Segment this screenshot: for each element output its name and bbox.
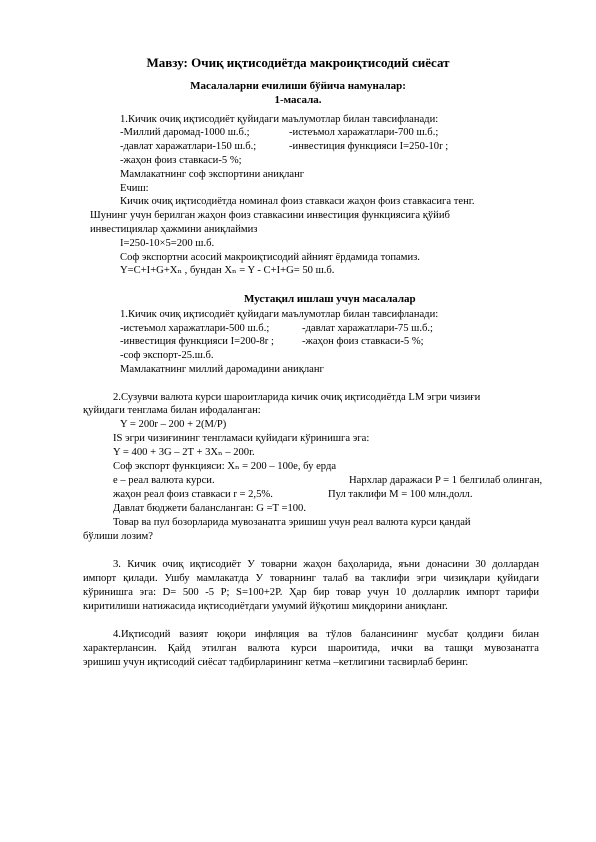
section-subtitle: Масалаларни ечилиши бўйича намуналар: xyxy=(190,80,406,92)
task1-intro: 1.Кичик очиқ иқтисодиёт қуйидаги маълумотлар билан тавсифланади: xyxy=(120,309,439,320)
solution-line-5: Соф экспортни асосий макроиқтисодий айният ёрдамида топамиз. xyxy=(120,252,420,263)
task2-line-2: қуйидаги тенглама билан ифодаланган: xyxy=(83,405,261,416)
example-intro: 1.Кичик очиқ иқтисодиёт қуйидаги маълумотлар билан тавсифланади: xyxy=(120,114,439,125)
solution-line-6: Y=C+I+G+Xₙ , бундан Xₙ = Y - C+I+G= 50 ш.б. xyxy=(120,265,335,276)
task1-row1-b: -давлат харажатлари-75 ш.б.; xyxy=(302,323,433,334)
task3-line-1: 3. Кичик очиқ иқтисодиёт У товарни жаҳон баҳоларида, яъни донасини 30 доллардан xyxy=(113,559,539,570)
task2-equation-is: Y = 400 + 3G – 2T + 3Xₙ – 200r. xyxy=(113,447,255,458)
task1-row2-b: -жаҳон фоиз ставкаси-5 %; xyxy=(302,336,424,347)
task2-line-8b: Пул таклифи M = 100 млн.долл. xyxy=(328,489,473,500)
task3-line-3: кўринишга эга: D= 500 -5 P; S=100+2P. Ҳар бир товар учун 10 долларлик импорт тарифи xyxy=(83,587,539,598)
task1-task: Мамлакатнинг миллий даромадини аниқланг xyxy=(120,364,324,375)
task2-line-6: Соф экспорт функцияси: Xₙ = 200 – 100e, бу ерда xyxy=(113,461,337,472)
example-row1-a: -Миллий даромад-1000 ш.б.; xyxy=(120,127,250,138)
task2-equation-lm: Y = 200r – 200 + 2(M/P) xyxy=(120,419,227,430)
task1-row3: -соф экспорт-25.ш.б. xyxy=(120,350,214,361)
example-row1-b: -истеъмол харажатлари-700 ш.б.; xyxy=(289,127,439,138)
problem-label: 1-масала. xyxy=(274,94,322,106)
task4-line-1: 4.Иқтисодий вазият юқори инфляция ва тўлов балансининг мусбат қолдиғи билан xyxy=(113,629,539,640)
task4-line-3: эришиш учун иқтисодий сиёсат тадбирларининг кетма –кетлигини тасвирлаб беринг. xyxy=(83,657,469,668)
example-row3: -жаҳон фоиз ставкаси-5 %; xyxy=(120,155,242,166)
example-row2-b: -инвестиция функцияси I=250-10r ; xyxy=(289,141,449,152)
solution-label: Ечиш: xyxy=(120,183,149,194)
task2-line-8a: жаҳон реал фоиз ставкаси r = 2,5%. xyxy=(113,489,273,500)
solution-line-3: инвестициялар ҳажмини аниқлаймиз xyxy=(90,224,258,235)
self-study-heading: Мустақил ишлаш учун масалалар xyxy=(244,293,416,305)
task2-line-10: Товар ва пул бозорларида мувозанатга эришиш учун реал валюта курси қандай xyxy=(113,517,471,528)
task4-line-2: характерлансин. Қайд этилган валюта курси шароитида, ички ва ташқи мувозанатга xyxy=(83,643,539,654)
task3-line-4: киритилиши натижасида иқтисодиётдаги умумий йўқотиш миқдорини аниқланг. xyxy=(83,601,448,612)
task2-line-4: IS эгри чизиғининг тенгламаси қуйидаги кўринишга эга: xyxy=(113,433,370,444)
solution-line-1: Кичик очиқ иқтисодиётда номинал фоиз ставкаси жаҳон фоиз ставкасига тенг. xyxy=(120,196,475,207)
task2-line-9: Давлат бюджети балансланган: G =T =100. xyxy=(113,503,306,514)
example-task: Мамлакатнинг соф экспортини аниқланг xyxy=(120,169,305,180)
task2-line-11: бўлиши лозим? xyxy=(83,531,153,542)
task1-row2-a: -инвестиция функцияси I=200-8r ; xyxy=(120,336,274,347)
task2-line-7a: е – реал валюта курси. xyxy=(113,475,215,486)
task1-row1-a: -истеъмол харажатлари-500 ш.б.; xyxy=(120,323,270,334)
solution-line-2: Шунинг учун берилган жаҳон фоиз ставкасини инвестиция функциясига қўйиб xyxy=(90,210,450,221)
task2-line-7b: Нархлар даражаси P = 1 белгилаб олинган, xyxy=(349,475,543,486)
task3-line-2: импорт қилади. Ушбу мамлакатда У товарнинг талаб ва таклифи эгри чизиқлари қуйидаги xyxy=(83,573,539,584)
page-title: Мавзу: Очиқ иқтисодиётда макроиқтисодий сиёсат xyxy=(146,55,450,70)
solution-line-4: I=250-10×5=200 ш.б. xyxy=(120,238,215,249)
example-row2-a: -давлат харажатлари-150 ш.б.; xyxy=(120,141,257,152)
task2-line-1: 2.Сузувчи валюта курси шароитларида кичик очиқ иқтисодиётда LM эгри чизиғи xyxy=(113,392,481,403)
